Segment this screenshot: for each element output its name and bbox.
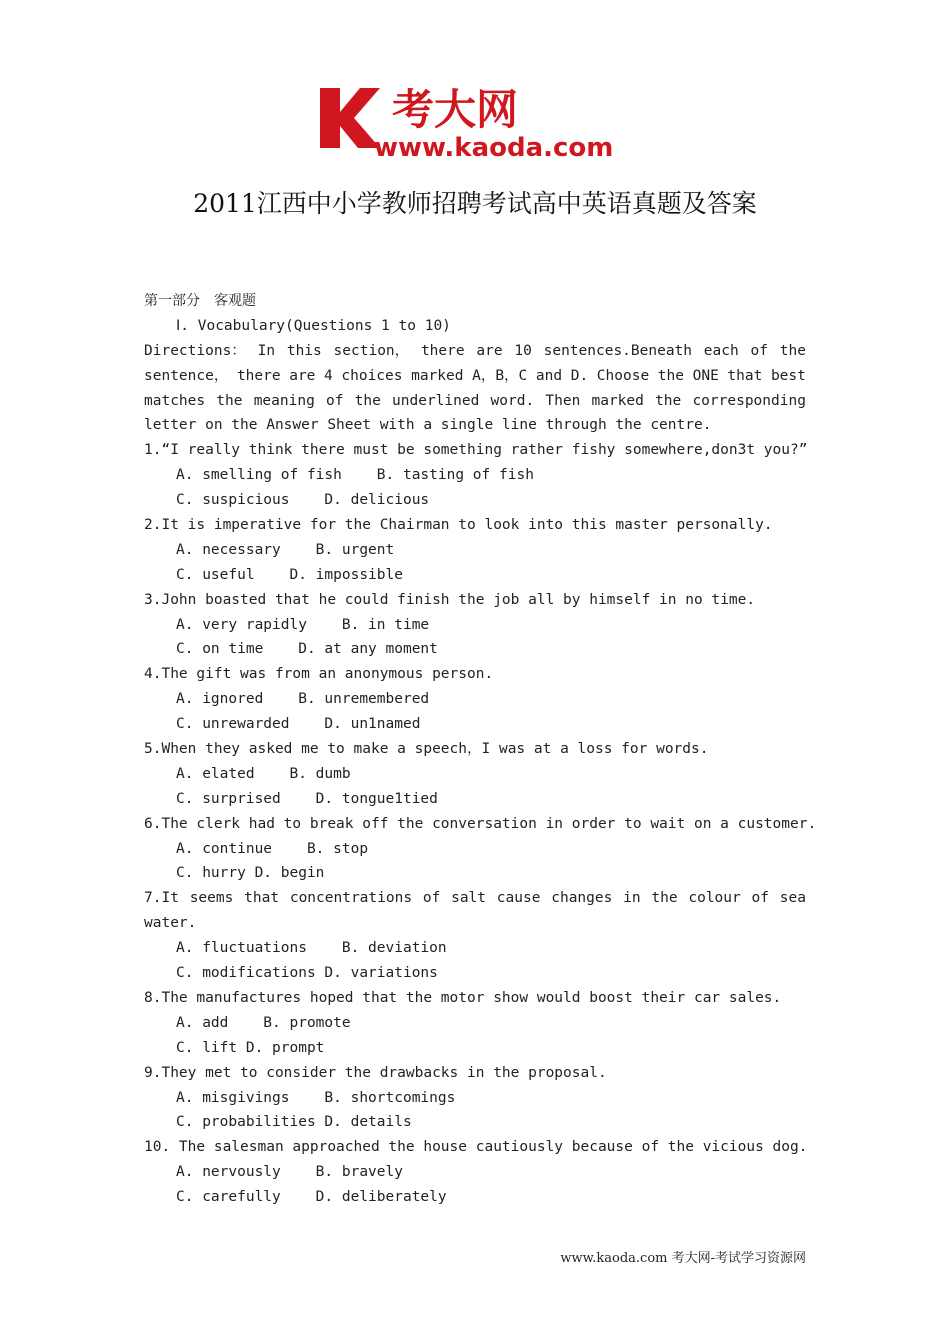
question-stem: 5.When they asked me to make a speech，I was at a loss for words. [144, 741, 709, 758]
question-stem: 2.It is imperative for the Chairman to look into this master personally. [144, 517, 773, 534]
directions-word: 10 [514, 342, 532, 359]
answer-options: C. hurry D. begin [176, 865, 325, 882]
kaoda-logo-mark [318, 82, 638, 162]
question-stem-word: 7.It [144, 890, 179, 907]
directions-word: In [257, 342, 276, 359]
directions-word: that [727, 367, 763, 384]
directions-word: D. [570, 367, 589, 384]
directions-word: meaning [253, 392, 315, 409]
section-subheading: Ⅰ. Vocabulary(Questions 1 to 10) [176, 317, 451, 334]
answer-options: A. misgivings B. shortcomings [176, 1089, 456, 1106]
question-stem-word: concentrations [289, 890, 413, 907]
answer-options: A. add B. promote [176, 1014, 351, 1031]
question-stem: 4.The gift was from an anonymous person. [144, 666, 494, 683]
question-stem-continued: water. [144, 915, 197, 932]
answer-options: A. fluctuations B. deviation [176, 940, 447, 957]
directions-paragraph [144, 339, 806, 414]
directions-word: word. [490, 392, 535, 409]
kaoda-logo [318, 82, 638, 162]
directions-word: ONE [692, 367, 719, 384]
answer-options: C. unrewarded D. un1named [176, 716, 421, 733]
question-item [144, 986, 806, 1061]
question-stem-word: salt [451, 890, 487, 907]
question-item [144, 662, 806, 737]
directions-last-line: letter on the Answer Sheet with a single line through the centre. [144, 417, 712, 434]
directions-word: A，B，C [472, 367, 528, 384]
directions-word: 4 [324, 367, 333, 384]
directions-word: and [535, 367, 563, 384]
directions-word: there [236, 367, 281, 384]
question-item [144, 1061, 806, 1136]
page-footer: www.kaoda.com 考大网-考试学习资源网 [560, 1251, 806, 1266]
answer-options: C. modifications D. variations [176, 965, 438, 982]
question-stem: 8.The manufactures hoped that the motor show would boost their car sales. [144, 989, 782, 1006]
answer-options: A. very rapidly B. in time [176, 616, 430, 633]
answer-options: C. on time D. at any moment [176, 641, 438, 658]
question-stem-word: in [623, 890, 641, 907]
k-letter-icon [320, 88, 380, 148]
question-stem: 3.John boasted that he could finish the job all by himself in no time. [144, 591, 756, 608]
directions-word: underlined [392, 392, 480, 409]
directions-word: of [750, 342, 768, 359]
directions-word: are [289, 367, 316, 384]
brand-url-text: www.kaoda.com [374, 133, 614, 162]
directions-line [144, 364, 806, 389]
question-item [144, 886, 806, 986]
directions-word: the [657, 367, 684, 384]
directions-word: the [354, 392, 381, 409]
question-stem-word: the [651, 890, 678, 907]
page-title: 2011江西中小学教师招聘考试高中英语真题及答案 [193, 189, 757, 218]
answer-options: A. continue B. stop [176, 840, 369, 857]
directions-line [144, 339, 806, 364]
directions-word: of [325, 392, 344, 409]
directions-word: corresponding [692, 392, 806, 409]
directions-word: the [216, 392, 243, 409]
question-item [144, 513, 806, 588]
directions-line [144, 389, 806, 414]
question-stem-word: sea [779, 890, 806, 907]
directions-word: sentence， [144, 367, 229, 384]
answer-options: A. smelling of fish B. tasting of fish [176, 467, 534, 484]
directions-word: marked [591, 392, 644, 409]
answer-options: C. lift D. prompt [176, 1039, 325, 1056]
directions-word: are [476, 342, 503, 359]
question-stem-word: colour [688, 890, 741, 907]
directions-word: the [655, 392, 682, 409]
directions-word: choices [341, 367, 403, 384]
answer-options: A. ignored B. unremembered [176, 691, 430, 708]
directions-word: best [770, 367, 806, 384]
question-stem-word: seems [189, 890, 234, 907]
question-stem-word: of [422, 890, 441, 907]
question-list [144, 438, 817, 1210]
question-item [144, 812, 817, 887]
answer-options: C. suspicious D. delicious [176, 492, 430, 509]
question-stem: 6.The clerk had to break off the conversation in order to wait on a customer. [144, 815, 817, 832]
exam-content [144, 289, 817, 1210]
directions-word: Choose [596, 367, 650, 384]
answer-options: C. useful D. impossible [176, 566, 403, 583]
answer-options: A. necessary B. urgent [176, 541, 395, 558]
question-item [144, 1135, 806, 1210]
answer-options: A. nervously B. bravely [176, 1164, 403, 1181]
answer-options: C. probabilities D. details [176, 1114, 412, 1131]
directions-word: sentences.Beneath [543, 342, 693, 359]
directions-word: Then [545, 392, 581, 409]
question-stem-word: cause [496, 890, 541, 907]
directions-word: Directions： [144, 342, 246, 359]
question-stem: 10. The salesman approached the house cautiously because of the vicious dog. [144, 1139, 808, 1156]
answer-options: A. elated B. dumb [176, 765, 351, 782]
question-stem-word: of [751, 890, 769, 907]
directions-word: each [703, 342, 739, 359]
directions-word: there [420, 342, 465, 359]
question-stem-word: that [244, 890, 280, 907]
directions-word: section， [333, 342, 410, 359]
directions-word: the [779, 342, 806, 359]
question-stem: 1.“I really think there must be something rather fishy somewhere,don3t you?” [144, 442, 808, 459]
brand-cn-text: 考大网 [392, 85, 519, 134]
answer-options: C. surprised D. tongue1tied [176, 790, 438, 807]
question-item [144, 438, 806, 513]
section-heading: 第一部分 客观题 [144, 293, 256, 309]
directions-word: matches [144, 392, 206, 409]
question-stem-word: changes [551, 890, 613, 907]
question-stem [144, 886, 806, 911]
question-stem: 9.They met to consider the drawbacks in the proposal. [144, 1064, 607, 1081]
directions-word: marked [411, 367, 464, 384]
question-item [144, 588, 806, 663]
answer-options: C. carefully D. deliberately [176, 1189, 447, 1206]
directions-word: this [286, 342, 322, 359]
question-item [144, 737, 806, 812]
